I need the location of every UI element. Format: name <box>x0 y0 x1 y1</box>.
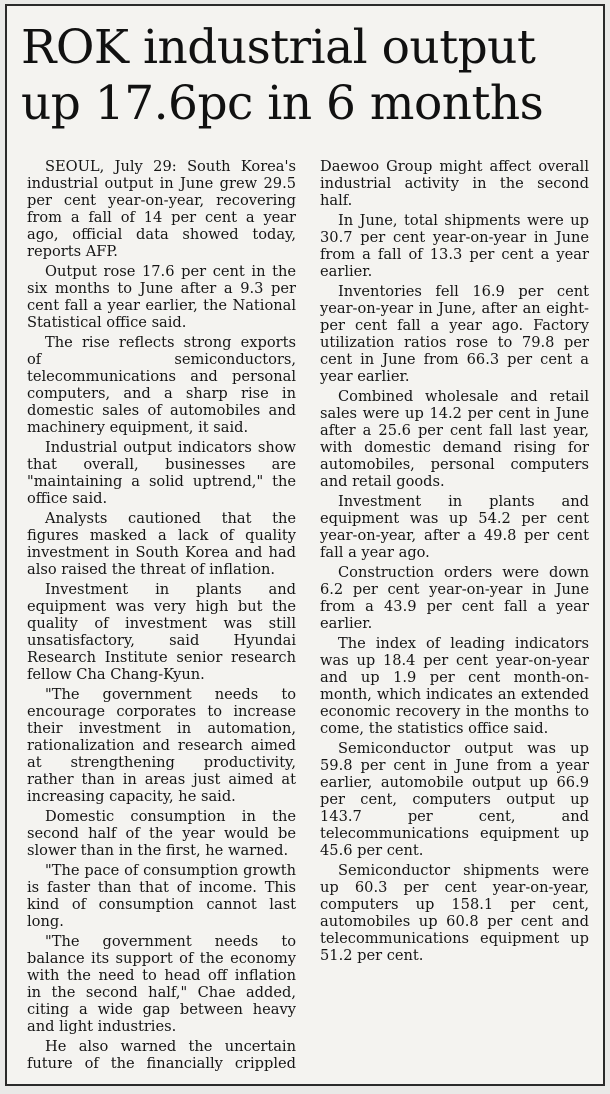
headline-line-1: ROK industrial output <box>21 20 536 75</box>
article-paragraph: Semiconductor shipments were up 60.3 per cent year-on-year, computers up 158.1 per cent, automobiles up 60.8 per cent and telecommunications equipment up 51.2 per cent. <box>320 862 589 964</box>
article-paragraph: SEOUL, July 29: South Korea's industrial output in June grew 29.5 per cent year-on-year, recovering from a fall of 14 per cent a year ago, official data showed today, reports AFP. <box>27 158 297 260</box>
article-paragraph: Analysts cautioned that the figures masked a lack of quality investment in South Korea and had also raised the threat of inflation. <box>27 510 296 578</box>
dateline: SEOUL, July 29: <box>45 158 177 175</box>
article-paragraph: "The government needs to balance its support of the economy with the need to head off inflation in the second half," Chae added, citing a wide gap between heavy and light industries. <box>27 933 296 1035</box>
article-paragraph: He also warned the uncertain future of the financially crippled Daewoo Group might affect overall industrial activity in the second half. <box>27 158 589 1072</box>
article-body <box>27 158 589 1076</box>
headline <box>7 6 603 132</box>
newspaper-clipping <box>5 4 605 1086</box>
article-paragraph: Construction orders were down 6.2 per cent year-on-year in June from a 43.9 per cent fall a year earlier. <box>320 564 589 632</box>
headline-line-2: up 17.6pc in 6 months <box>21 76 544 131</box>
article-paragraph: The rise reflects strong exports of semiconductors, telecommunications and personal computers, and a sharp rise in domestic sales of automobiles and machinery equipment, it said. <box>27 334 296 436</box>
article-paragraph: Industrial output indicators show that overall, businesses are "maintaining a solid uptrend," the office said. <box>27 439 296 507</box>
article-paragraph: Output rose 17.6 per cent in the six months to June after a 9.3 per cent fall a year earlier, the National Statistical office said. <box>27 263 296 331</box>
article-paragraph: In June, total shipments were up 30.7 per cent year-on-year in June from a fall of 13.3 per cent a year earlier. <box>320 212 589 280</box>
article-paragraph: Investment in plants and equipment was up 54.2 per cent year-on-year, after a 49.8 per cent fall a year ago. <box>320 493 589 561</box>
article-paragraph: "The government needs to encourage corporates to increase their investment in automation, rationalization and research aimed at strengthening productivity, rather than in areas just aimed at increasing capacity, he said. <box>27 686 296 805</box>
article-paragraph: Domestic consumption in the second half of the year would be slower than in the first, he warned. <box>27 808 296 859</box>
article-paragraph: Semiconductor output was up 59.8 per cent in June from a year earlier, automobile output up 66.9 per cent, computers output up 143.7 per cent, and telecommunications equipment up 45.6 per cent. <box>320 740 589 859</box>
article-paragraph: Inventories fell 16.9 per cent year-on-year in June, after an eight-per cent fall a year ago. Factory utilization ratios rose to 79.8 per cent in June from 66.3 per cent a year earlier. <box>320 283 589 385</box>
article-paragraph: Investment in plants and equipment was very high but the quality of investment was still unsatisfactory, said Hyundai Research Institute senior research fellow Cha Chang-Kyun. <box>27 581 296 683</box>
article-paragraph: "The pace of consumption growth is faster than that of income. This kind of consumption cannot last long. <box>27 862 296 930</box>
article-paragraph: Combined wholesale and retail sales were up 14.2 per cent in June after a 25.6 per cent fall last year, with domestic demand rising for automobiles, personal computers and retail goods. <box>320 388 589 490</box>
article-paragraph: The index of leading indicators was up 18.4 per cent year-on-year and up 1.9 per cent month-on-month, which indicates an extended economic recovery in the months to come, the statistics office said. <box>320 635 589 737</box>
